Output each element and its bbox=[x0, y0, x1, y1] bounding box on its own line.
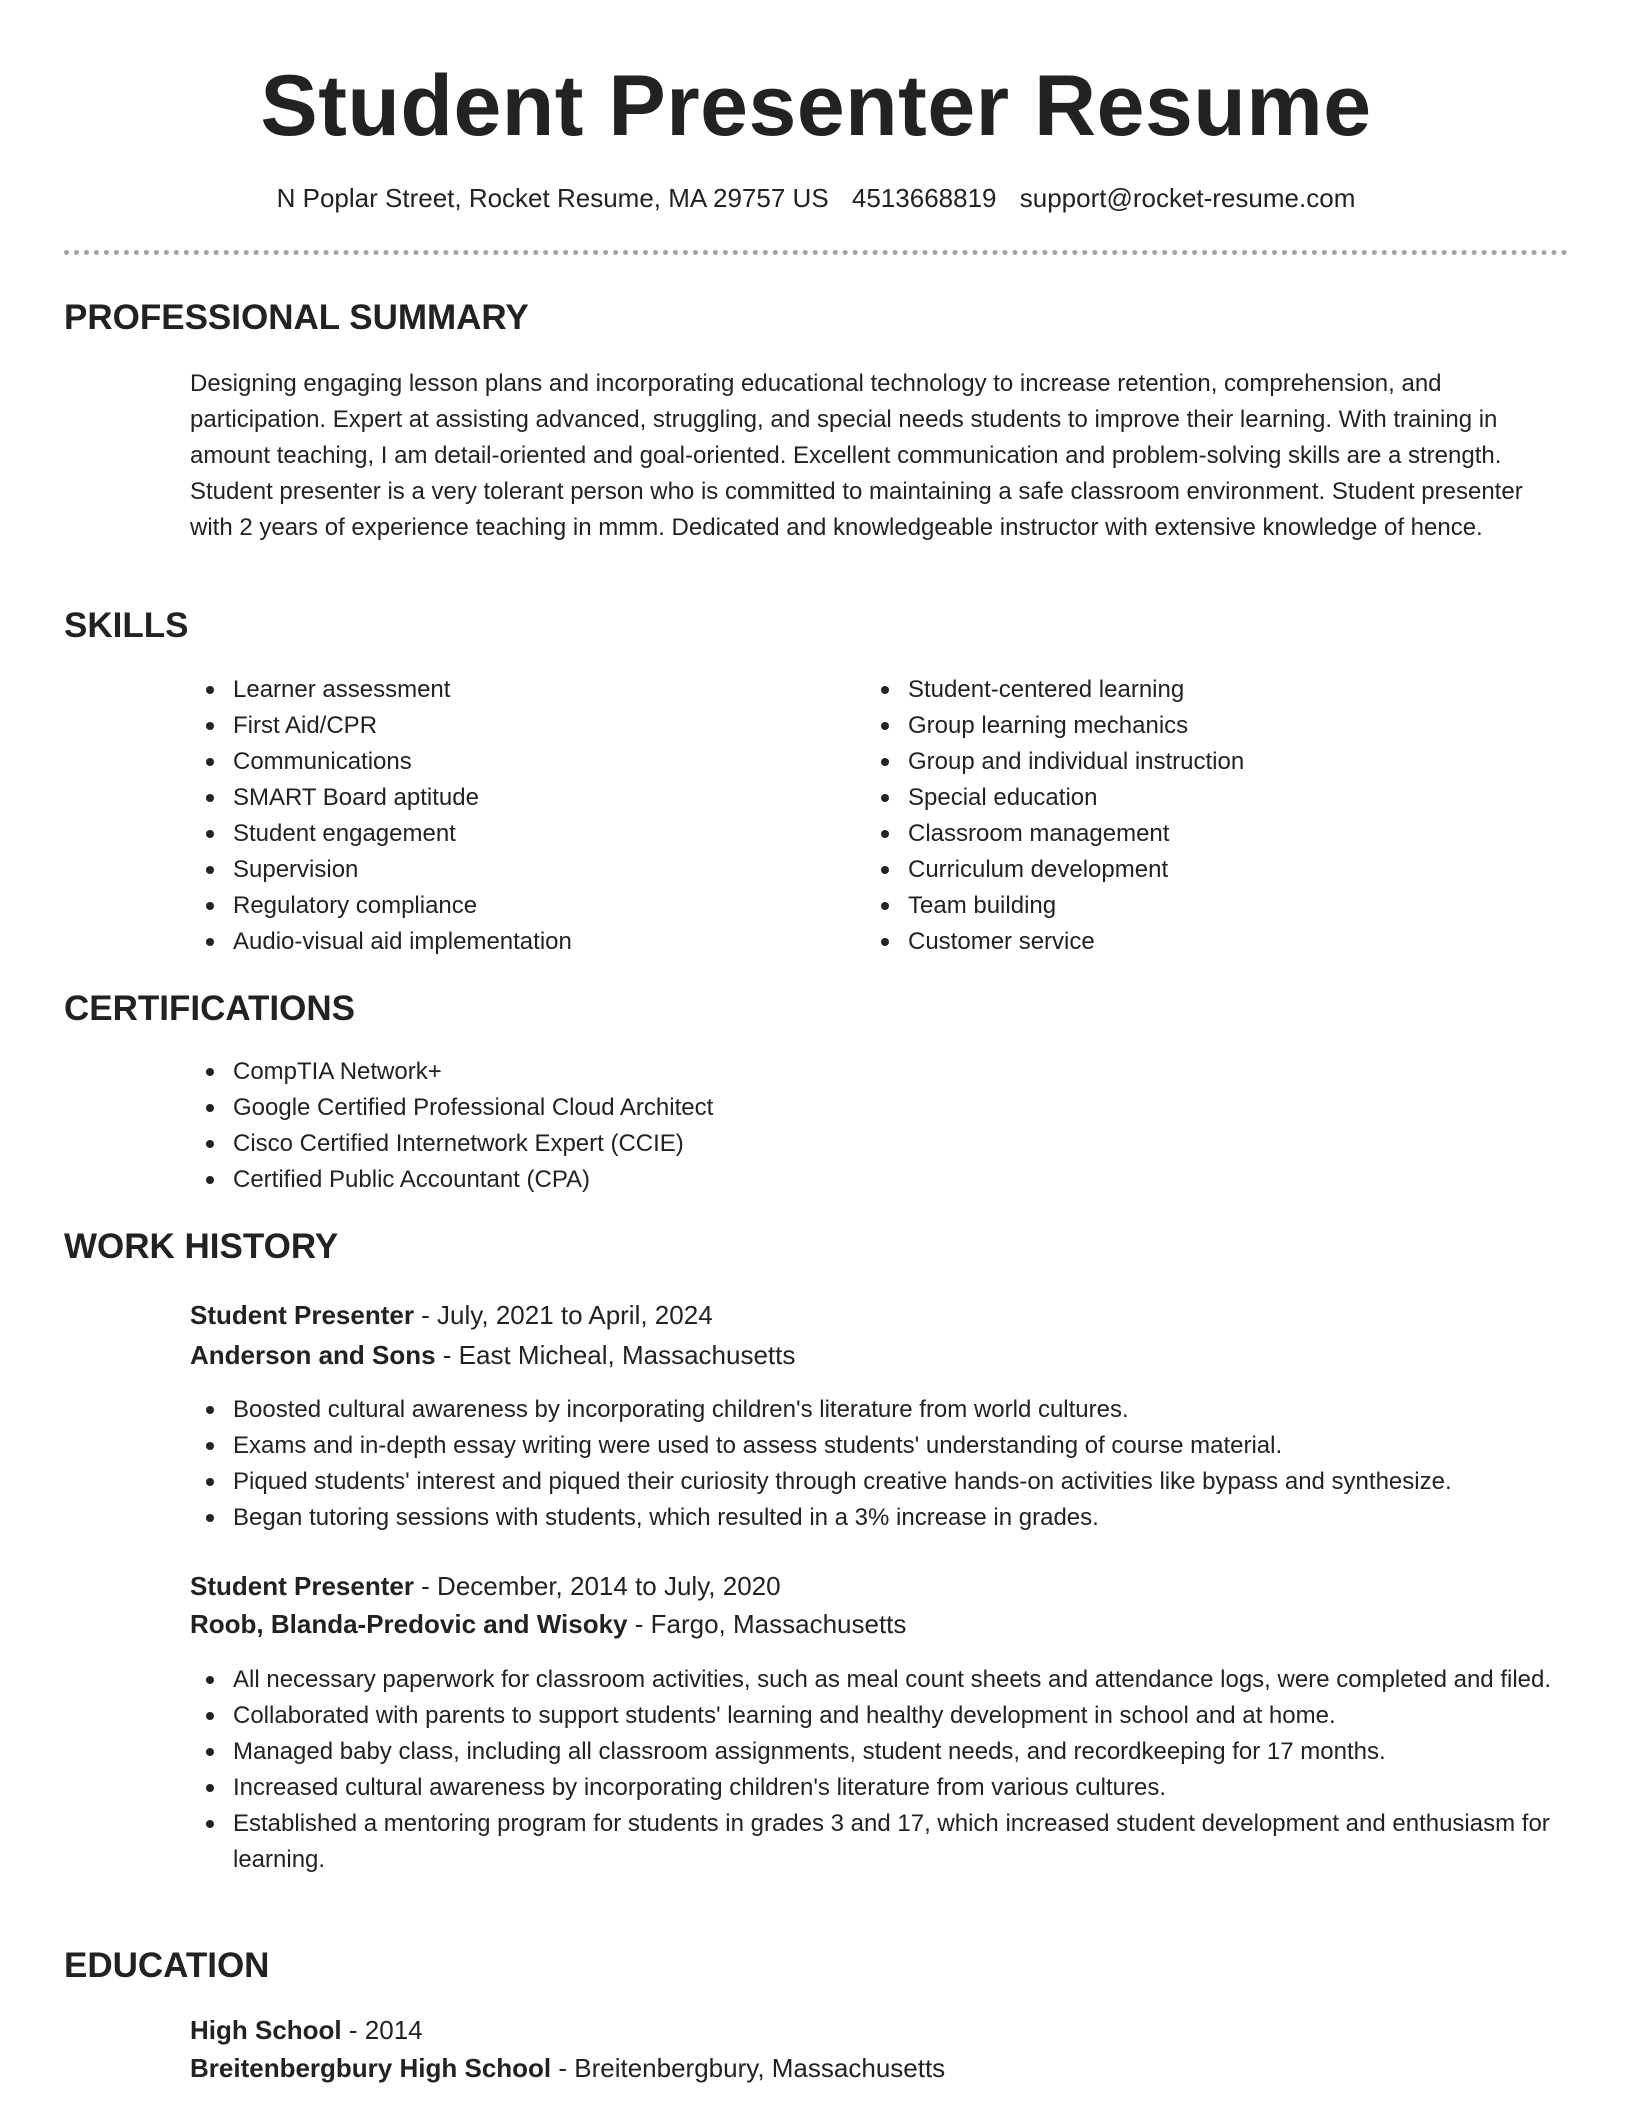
contact-line bbox=[0, 181, 1632, 215]
job-bullet: Boosted cultural awareness by incorporating children's literature from world cultures. bbox=[190, 1392, 1570, 1428]
job-location: - East Micheal, Massachusetts bbox=[435, 1340, 796, 1370]
job-bullets bbox=[190, 1662, 1570, 1878]
skills-list-right bbox=[865, 672, 1545, 960]
job-title: Student Presenter bbox=[190, 1300, 414, 1330]
job-bullet: Began tutoring sessions with students, which resulted in a 3% increase in grades. bbox=[190, 1500, 1570, 1536]
skills-heading: SKILLS bbox=[64, 606, 189, 645]
work-history-heading: WORK HISTORY bbox=[64, 1227, 339, 1266]
job-bullet: Managed baby class, including all classroom assignments, student needs, and recordkeeping for 17 months. bbox=[190, 1734, 1570, 1770]
skill-item: Customer service bbox=[865, 924, 1545, 960]
job-bullet: All necessary paperwork for classroom activities, such as meal count sheets and attendance logs, were completed and filed. bbox=[190, 1662, 1570, 1698]
skill-item: Supervision bbox=[190, 852, 830, 888]
skill-item: Student-centered learning bbox=[865, 672, 1545, 708]
education-year: - 2014 bbox=[341, 2015, 423, 2045]
job-title-line bbox=[190, 1568, 781, 1604]
job-company-line bbox=[190, 1337, 795, 1373]
certifications-list bbox=[190, 1054, 1570, 1198]
contact-phone: 4513668819 bbox=[851, 183, 997, 213]
certifications-heading: CERTIFICATIONS bbox=[64, 989, 356, 1028]
certification-item: CompTIA Network+ bbox=[190, 1054, 1570, 1090]
education-heading: EDUCATION bbox=[64, 1946, 270, 1985]
certification-item: Cisco Certified Internetwork Expert (CCIE) bbox=[190, 1126, 1570, 1162]
certification-item: Google Certified Professional Cloud Architect bbox=[190, 1090, 1570, 1126]
job-bullet: Increased cultural awareness by incorporating children's literature from various cultures. bbox=[190, 1770, 1570, 1806]
job-title-line bbox=[190, 1297, 713, 1333]
job-bullet: Collaborated with parents to support students' learning and healthy development in school and at home. bbox=[190, 1698, 1570, 1734]
job-bullet: Established a mentoring program for students in grades 3 and 17, which increased student development and enthusiasm for learning. bbox=[190, 1806, 1570, 1878]
skill-item: Team building bbox=[865, 888, 1545, 924]
header-divider bbox=[64, 250, 1568, 255]
skill-item: Regulatory compliance bbox=[190, 888, 830, 924]
skill-item: Curriculum development bbox=[865, 852, 1545, 888]
job-dates: - July, 2021 to April, 2024 bbox=[413, 1300, 713, 1330]
job-dates: - December, 2014 to July, 2020 bbox=[413, 1571, 781, 1601]
skill-item: First Aid/CPR bbox=[190, 708, 830, 744]
skill-item: Learner assessment bbox=[190, 672, 830, 708]
contact-email: support@rocket-resume.com bbox=[1019, 183, 1356, 213]
skill-item: Communications bbox=[190, 744, 830, 780]
job-location: - Fargo, Massachusetts bbox=[627, 1609, 907, 1639]
education-degree-line bbox=[190, 2012, 423, 2048]
job-title: Student Presenter bbox=[190, 1571, 414, 1601]
job-bullet: Exams and in-depth essay writing were used to assess students' understanding of course material. bbox=[190, 1428, 1570, 1464]
skill-item: Group and individual instruction bbox=[865, 744, 1545, 780]
job-bullets bbox=[190, 1392, 1570, 1536]
skill-item: Student engagement bbox=[190, 816, 830, 852]
skill-item: Special education bbox=[865, 780, 1545, 816]
skill-item: Group learning mechanics bbox=[865, 708, 1545, 744]
certification-item: Certified Public Accountant (CPA) bbox=[190, 1162, 1570, 1198]
skills-list-left bbox=[190, 672, 830, 960]
summary-heading: PROFESSIONAL SUMMARY bbox=[64, 298, 529, 337]
skill-item: Audio-visual aid implementation bbox=[190, 924, 830, 960]
summary-text: Designing engaging lesson plans and incorporating educational technology to increase retention, comprehension, and participation. Expert at assisting advanced, struggling, and special needs students to improve their learning. With training in amount teaching, I am detail-oriented and goal-oriented. Excellent communication and problem-solving skills are a strength. Student presenter is a very tolerant person who is committed to maintaining a safe classroom environment. Student presenter with 2 years of experience teaching in mmm. Dedicated and knowledgeable instructor with extensive knowledge of hence. bbox=[190, 370, 1523, 541]
education-school: Breitenbergbury High School bbox=[190, 2053, 552, 2083]
contact-address: N Poplar Street, Rocket Resume, MA 29757 US bbox=[276, 183, 829, 213]
education-degree: High School bbox=[190, 2015, 342, 2045]
job-company-line bbox=[190, 1606, 906, 1642]
skill-item: Classroom management bbox=[865, 816, 1545, 852]
education-school-line bbox=[190, 2050, 945, 2086]
skill-item: SMART Board aptitude bbox=[190, 780, 830, 816]
page-title: Student Presenter Resume bbox=[260, 58, 1372, 154]
job-company: Anderson and Sons bbox=[190, 1340, 436, 1370]
education-location: - Breitenbergbury, Massachusetts bbox=[551, 2053, 946, 2083]
job-bullet: Piqued students' interest and piqued their curiosity through creative hands-on activities like bypass and synthesize. bbox=[190, 1464, 1570, 1500]
job-company: Roob, Blanda-Predovic and Wisoky bbox=[190, 1609, 628, 1639]
